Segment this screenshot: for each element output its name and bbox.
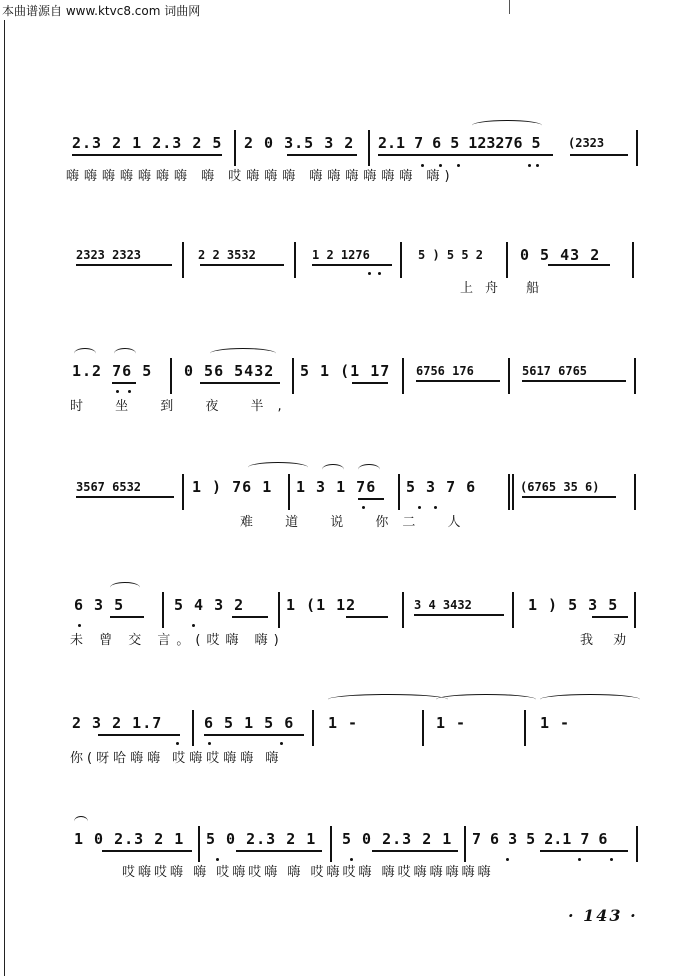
top-tick-mark [509, 0, 510, 14]
underline [414, 614, 504, 616]
octave-dot [216, 858, 219, 861]
bar-line [464, 826, 466, 862]
octave-dot [208, 742, 211, 745]
measure: 5 3 7 6 [406, 478, 477, 496]
measure: 1 - [328, 714, 359, 732]
score-system-4 [72, 472, 642, 530]
measure: 5 0 2.3 2 1 [342, 830, 453, 848]
bar-line [330, 826, 332, 862]
lyrics-line: 时 坐 到 夜 半, [70, 399, 296, 414]
measure: 5617 6765 [522, 364, 588, 378]
measure: 5 1 (1 17 [300, 362, 391, 380]
bar-line [294, 242, 296, 278]
lyrics-line-right: 我 劝 [580, 633, 635, 648]
notes-row [72, 128, 642, 158]
measure: 2 0 3.5 3 2 [244, 134, 355, 152]
page-edge-line [4, 20, 5, 976]
measure: 2 2 3532 [198, 248, 256, 262]
measure: (2323 [568, 136, 605, 150]
underline [592, 616, 628, 618]
bar-line [170, 358, 172, 394]
bar-line [632, 242, 634, 278]
bar-line [636, 130, 638, 166]
measure: 1 ) 5 3 5 [528, 596, 619, 614]
bar-line [398, 474, 400, 510]
underline [312, 264, 392, 266]
octave-dot [350, 858, 353, 861]
measure: 1 3 1 76 [296, 478, 377, 496]
bar-line [508, 474, 510, 510]
bar-line [400, 242, 402, 278]
measure: 3567 6532 [76, 480, 142, 494]
bar-line [162, 592, 164, 628]
bar-line [512, 592, 514, 628]
notes-row [72, 708, 642, 738]
bar-line [182, 242, 184, 278]
underline [76, 264, 172, 266]
bar-line [198, 826, 200, 862]
octave-dot [78, 624, 81, 627]
measure: 5 4 3 2 [174, 596, 245, 614]
underline [287, 154, 357, 156]
measure: 3 4 3432 [414, 598, 472, 612]
lyrics-line: 哎嗨哎嗨 嗨 哎嗨哎嗨 嗨 哎嗨哎嗨 嗨哎嗨嗨嗨嗨嗨 [122, 865, 494, 880]
bar-line [506, 242, 508, 278]
bar-line [422, 710, 424, 746]
bar-line [278, 592, 280, 628]
measure: 2.1 7 6 5 123276 5 [378, 134, 541, 152]
bar-line [288, 474, 290, 510]
bar-line [312, 710, 314, 746]
notes-row [72, 472, 642, 502]
bar-line [182, 474, 184, 510]
bar-line [234, 130, 236, 166]
octave-dot [378, 272, 381, 275]
underline [204, 734, 304, 736]
measure: 6 3 5 [74, 596, 125, 614]
underline [570, 154, 628, 156]
measure: 6 5 1 5 6 [204, 714, 295, 732]
underline [358, 498, 384, 500]
bar-line [368, 130, 370, 166]
underline [236, 850, 322, 852]
slur [472, 120, 542, 131]
score-system-6 [70, 708, 642, 766]
octave-dot [457, 164, 460, 167]
measure: 6756 176 [416, 364, 474, 378]
measure: 1 2 1276 [312, 248, 370, 262]
slur [328, 694, 448, 705]
measure: 5 0 2.3 2 1 [206, 830, 317, 848]
underline [352, 382, 388, 384]
measure: 7 6 3 5 2.1 7 6 [472, 830, 608, 848]
measure: 2.3 2 1 2.3 2 5 [72, 134, 223, 152]
underline [378, 154, 553, 156]
score-system-3 [70, 356, 642, 414]
measure: (6765 35 6) [520, 480, 600, 494]
bar-line [402, 358, 404, 394]
octave-dot [368, 272, 371, 275]
underline [522, 496, 616, 498]
underline [540, 850, 628, 852]
underline [548, 264, 610, 266]
bar-line [192, 710, 194, 746]
measure: 1 - [540, 714, 571, 732]
bar-line [402, 592, 404, 628]
underline [200, 264, 284, 266]
bar-line [508, 358, 510, 394]
notes-row [72, 824, 642, 854]
octave-dot [280, 742, 283, 745]
notes-row [72, 356, 642, 386]
measure: 1 (1 12 [286, 596, 357, 614]
score-system-7 [72, 824, 642, 880]
lyrics-line: 上舟 船 [460, 281, 552, 296]
underline [76, 496, 174, 498]
lyrics-line: 难 道 说 你二 人 [240, 515, 475, 530]
octave-dot [528, 164, 531, 167]
notes-row [72, 590, 642, 620]
measure: 1 ) 76 1 [192, 478, 273, 496]
measure: 1.2 76 5 [72, 362, 153, 380]
underline [110, 616, 144, 618]
score-system-1 [66, 128, 642, 184]
measure: 2323 2323 [76, 248, 142, 262]
measure: 1 - [436, 714, 467, 732]
octave-dot [418, 506, 421, 509]
underline [112, 382, 136, 384]
underline [346, 616, 388, 618]
slur [436, 694, 536, 705]
measure: 2 3 2 1.7 [72, 714, 163, 732]
score-system-5 [70, 590, 642, 648]
measure: 0 56 5432 [184, 362, 275, 380]
lyrics-line: 未 曾 交 言。(哎嗨 嗨) [70, 633, 285, 648]
underline [98, 734, 180, 736]
octave-dot [176, 742, 179, 745]
octave-dot [536, 164, 539, 167]
site-watermark: 本曲谱源自 www.ktvc8.com 词曲网 [2, 4, 201, 18]
underline [200, 382, 280, 384]
bar-line [292, 358, 294, 394]
lyrics-line: 嗨嗨嗨嗨嗨嗨嗨 嗨 哎嗨嗨嗨 嗨嗨嗨嗨嗨嗨 嗨) [66, 169, 455, 184]
underline [372, 850, 458, 852]
bar-line [634, 474, 636, 510]
bar-line [524, 710, 526, 746]
notes-row [72, 240, 642, 270]
octave-dot [506, 858, 509, 861]
underline [522, 380, 626, 382]
octave-dot [116, 390, 119, 393]
octave-dot [434, 506, 437, 509]
score-system-2 [72, 240, 642, 296]
underline [232, 616, 268, 618]
underline [102, 850, 192, 852]
octave-dot [578, 858, 581, 861]
octave-dot [128, 390, 131, 393]
underline [416, 380, 500, 382]
bar-line [634, 358, 636, 394]
slur [540, 694, 640, 705]
measure: 0 5 43 2 [520, 246, 601, 264]
octave-dot [362, 506, 365, 509]
measure: 1 0 2.3 2 1 [74, 830, 185, 848]
bar-line [634, 592, 636, 628]
octave-dot [610, 858, 613, 861]
underline [72, 154, 222, 156]
bar-line [636, 826, 638, 862]
page-number: · 143 · [568, 906, 638, 925]
octave-dot [192, 624, 195, 627]
lyrics-line: 你(呀哈嗨嗨 哎嗨哎嗨嗨 嗨 [70, 751, 283, 766]
measure: 5 ) 5 5 2 [418, 248, 484, 262]
